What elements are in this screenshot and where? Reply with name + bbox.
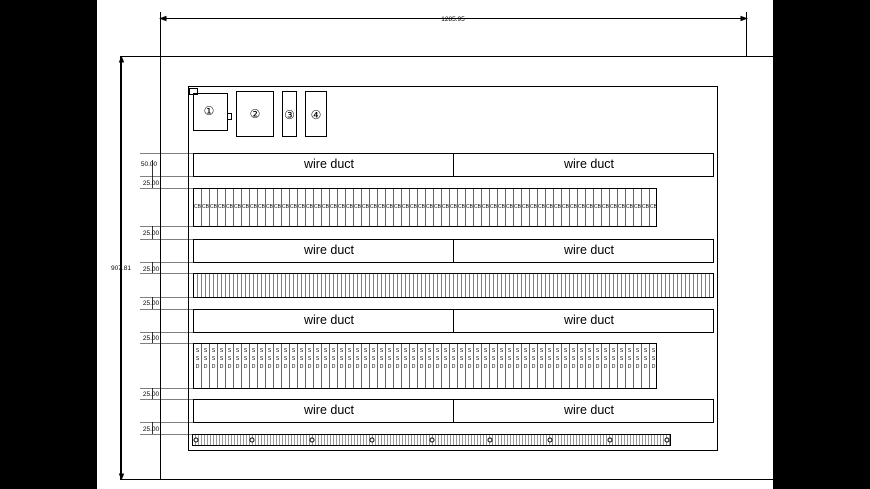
relay-label: D (291, 364, 296, 370)
relay-label: D (587, 364, 592, 370)
relay-label: D (363, 364, 368, 370)
relay-label: D (323, 364, 328, 370)
breaker-label: CB (634, 204, 641, 210)
terminal-screw (370, 438, 374, 442)
relay-label: D (195, 364, 200, 370)
relay-label: S (363, 356, 368, 362)
relay-label: S (539, 348, 544, 354)
relay-label: S (563, 348, 568, 354)
relay-label: D (307, 364, 312, 370)
relay-label: S (523, 356, 528, 362)
relay-label: D (619, 364, 624, 370)
relay-label: S (219, 348, 224, 354)
relay-label: S (203, 356, 208, 362)
breaker-label: CB (402, 204, 409, 210)
wire-duct-2-left-label: wire duct (303, 243, 355, 257)
relay-label: S (459, 348, 464, 354)
wire-duct-4-right-label: wire duct (563, 403, 615, 417)
relay-label: S (259, 356, 264, 362)
relay-label: S (499, 348, 504, 354)
breaker-label: CB (458, 204, 465, 210)
relay-label: S (603, 356, 608, 362)
dim-gap-4-label: 25.00 (142, 300, 160, 307)
relay-label: S (491, 356, 496, 362)
breaker-label: CB (306, 204, 313, 210)
relay-label: S (227, 348, 232, 354)
breaker-label: CB (554, 204, 561, 210)
breaker-label: CB (378, 204, 385, 210)
relay-label: S (531, 348, 536, 354)
relay-label: S (307, 348, 312, 354)
relay-label: S (315, 356, 320, 362)
relay-label: S (635, 348, 640, 354)
dim-gap-2-label: 25.00 (142, 230, 160, 237)
terminal-screw (488, 438, 492, 442)
breaker-label: CB (362, 204, 369, 210)
relay-label: D (635, 364, 640, 370)
relay-label: D (483, 364, 488, 370)
relay-label: S (235, 348, 240, 354)
component-3-label: ③ (284, 108, 295, 122)
relay-label: S (379, 356, 384, 362)
relay-label: S (467, 356, 472, 362)
relay-label: S (579, 356, 584, 362)
relay-label: D (259, 364, 264, 370)
breaker-label: CB (338, 204, 345, 210)
relay-label: S (595, 356, 600, 362)
relay-label: S (451, 348, 456, 354)
terminal-row (194, 274, 714, 298)
relay-label: S (323, 356, 328, 362)
relay-label: D (507, 364, 512, 370)
relay-label: D (347, 364, 352, 370)
relay-label: S (251, 348, 256, 354)
relay-label: D (451, 364, 456, 370)
relay-label: D (571, 364, 576, 370)
relay-label: D (331, 364, 336, 370)
relay-label: D (275, 364, 280, 370)
relay-label: S (267, 356, 272, 362)
relay-label: S (451, 356, 456, 362)
breaker-label: CB (482, 204, 489, 210)
breaker-label: CB (562, 204, 569, 210)
relay-label: S (275, 348, 280, 354)
relay-label: S (427, 356, 432, 362)
relay-label: S (299, 348, 304, 354)
relay-label: D (219, 364, 224, 370)
relay-label: S (579, 348, 584, 354)
component-4-label: ④ (310, 108, 322, 122)
relay-label: D (467, 364, 472, 370)
relay-label: S (211, 348, 216, 354)
relay-label: S (467, 348, 472, 354)
relay-label: S (371, 356, 376, 362)
relay-label: D (403, 364, 408, 370)
wire-duct-4-left-label: wire duct (303, 403, 355, 417)
relay-label: D (627, 364, 632, 370)
breaker-label: CB (346, 204, 353, 210)
breaker-label: CB (298, 204, 305, 210)
relay-label: D (227, 364, 232, 370)
relay-label: S (547, 348, 552, 354)
relay-label: D (387, 364, 392, 370)
relay-label: D (203, 364, 208, 370)
relay-label: S (619, 356, 624, 362)
relay-label: S (347, 356, 352, 362)
breaker-label: CB (202, 204, 209, 210)
relay-label: S (411, 348, 416, 354)
relay-label: D (371, 364, 376, 370)
breaker-label: CB (386, 204, 393, 210)
breaker-label: CB (418, 204, 425, 210)
relay-label: S (323, 348, 328, 354)
breaker-label: CB (250, 204, 257, 210)
relay-label: S (291, 356, 296, 362)
relay-label: S (291, 348, 296, 354)
relay-label: S (403, 348, 408, 354)
relay-label: S (427, 348, 432, 354)
terminal-screw (430, 438, 434, 442)
relay-label: D (235, 364, 240, 370)
relay-row (194, 344, 657, 389)
relay-label: S (507, 356, 512, 362)
relay-label: S (203, 348, 208, 354)
relay-label: S (563, 356, 568, 362)
relay-label: S (499, 356, 504, 362)
relay-label: D (283, 364, 288, 370)
height-dimension-label: 907.81 (111, 265, 131, 272)
breaker-label: CB (354, 204, 361, 210)
breaker-label: CB (586, 204, 593, 210)
relay-label: S (483, 348, 488, 354)
relay-label: S (243, 356, 248, 362)
dim-duct-height-label: 50.00 (140, 161, 158, 168)
wire-duct-3-left-label: wire duct (303, 313, 355, 327)
relay-label: D (299, 364, 304, 370)
relay-label: D (411, 364, 416, 370)
relay-label: D (555, 364, 560, 370)
relay-label: S (531, 356, 536, 362)
relay-label: S (227, 356, 232, 362)
relay-label: D (643, 364, 648, 370)
relay-label: S (571, 356, 576, 362)
relay-label: S (387, 348, 392, 354)
relay-label: S (491, 348, 496, 354)
breaker-label: CB (642, 204, 649, 210)
breaker-label: CB (258, 204, 265, 210)
relay-label: D (435, 364, 440, 370)
relay-label: S (387, 356, 392, 362)
terminal-screw (310, 438, 314, 442)
wire-duct-2-right-label: wire duct (563, 243, 615, 257)
relay-label: S (627, 348, 632, 354)
relay-label: S (419, 356, 424, 362)
relay-label: S (195, 348, 200, 354)
breaker-label: CB (466, 204, 473, 210)
component-2-label: ② (249, 107, 261, 121)
relay-label: S (379, 348, 384, 354)
relay-label: S (635, 356, 640, 362)
relay-label: D (579, 364, 584, 370)
relay-label: S (475, 348, 480, 354)
relay-label: S (339, 356, 344, 362)
relay-label: D (539, 364, 544, 370)
breaker-label: CB (490, 204, 497, 210)
breaker-label: CB (522, 204, 529, 210)
breaker-label: CB (442, 204, 449, 210)
relay-label: S (411, 356, 416, 362)
relay-label: S (475, 356, 480, 362)
relay-label: S (443, 348, 448, 354)
relay-label: D (251, 364, 256, 370)
breaker-label: CB (506, 204, 513, 210)
relay-label: S (299, 356, 304, 362)
breaker-label: CB (314, 204, 321, 210)
relay-label: S (515, 356, 520, 362)
relay-label: S (523, 348, 528, 354)
breaker-label: CB (370, 204, 377, 210)
bottom-terminal-strip (193, 435, 671, 446)
relay-label: S (267, 348, 272, 354)
dim-gap-1-label: 25.00 (142, 180, 160, 187)
relay-label: D (651, 364, 656, 370)
relay-label: S (571, 348, 576, 354)
relay-label: D (211, 364, 216, 370)
breaker-label: CB (394, 204, 401, 210)
relay-label: D (563, 364, 568, 370)
relay-label: S (611, 348, 616, 354)
wire-duct-1-left-label: wire duct (303, 157, 355, 171)
breaker-label: CB (610, 204, 617, 210)
component-1-label: ① (203, 104, 215, 118)
terminal-screw (194, 438, 198, 442)
relay-label: S (483, 356, 488, 362)
relay-label: D (419, 364, 424, 370)
terminal-screw (250, 438, 254, 442)
relay-label: D (547, 364, 552, 370)
relay-label: S (395, 356, 400, 362)
relay-label: S (435, 356, 440, 362)
relay-label: D (531, 364, 536, 370)
relay-label: S (515, 348, 520, 354)
relay-label: S (419, 348, 424, 354)
breaker-row-1 (194, 189, 658, 227)
breaker-label: CB (538, 204, 545, 210)
relay-label: D (243, 364, 248, 370)
breaker-label: CB (578, 204, 585, 210)
terminal-screw (608, 438, 612, 442)
relay-label: S (283, 356, 288, 362)
relay-label: S (371, 348, 376, 354)
relay-label: S (395, 348, 400, 354)
width-dimension-label: 1285.95 (441, 16, 465, 23)
relay-label: S (643, 348, 648, 354)
relay-label: S (243, 348, 248, 354)
relay-label: S (347, 348, 352, 354)
breaker-label: CB (570, 204, 577, 210)
breaker-label: CB (530, 204, 537, 210)
relay-label: S (403, 356, 408, 362)
relay-label: S (507, 348, 512, 354)
dim-gap-6-label: 25.00 (142, 391, 160, 398)
relay-label: D (475, 364, 480, 370)
relay-label: S (459, 356, 464, 362)
relay-label: D (339, 364, 344, 370)
relay-label: S (339, 348, 344, 354)
breaker-label: CB (650, 204, 657, 210)
relay-label: S (595, 348, 600, 354)
wire-duct-1-right-label: wire duct (563, 157, 615, 171)
breaker-label: CB (498, 204, 505, 210)
relay-label: S (259, 348, 264, 354)
relay-label: D (267, 364, 272, 370)
relay-label: S (587, 356, 592, 362)
back-panel (189, 87, 718, 451)
breaker-label: CB (226, 204, 233, 210)
panel-layout-drawing (97, 0, 773, 489)
relay-label: S (555, 348, 560, 354)
relay-label: D (595, 364, 600, 370)
relay-label: S (235, 356, 240, 362)
breaker-label: CB (266, 204, 273, 210)
relay-label: S (547, 356, 552, 362)
breaker-label: CB (282, 204, 289, 210)
relay-label: D (355, 364, 360, 370)
relay-label: D (603, 364, 608, 370)
relay-label: S (331, 356, 336, 362)
relay-label: D (459, 364, 464, 370)
relay-label: D (315, 364, 320, 370)
breaker-label: CB (602, 204, 609, 210)
relay-label: S (331, 348, 336, 354)
dim-gap-5-label: 25.00 (142, 335, 160, 342)
relay-label: S (627, 356, 632, 362)
relay-label: S (619, 348, 624, 354)
breaker-label: CB (450, 204, 457, 210)
breaker-label: CB (618, 204, 625, 210)
relay-label: D (611, 364, 616, 370)
dim-gap-7-label: 25.00 (142, 426, 160, 433)
dim-gap-3-label: 25.00 (142, 266, 160, 273)
breaker-label: CB (546, 204, 553, 210)
relay-label: S (307, 356, 312, 362)
relay-label: S (643, 356, 648, 362)
breaker-label: CB (210, 204, 217, 210)
breaker-label: CB (242, 204, 249, 210)
relay-label: S (355, 356, 360, 362)
breaker-label: CB (474, 204, 481, 210)
relay-label: D (379, 364, 384, 370)
terminal-screw (548, 438, 552, 442)
terminal-screw (665, 438, 669, 442)
relay-label: S (587, 348, 592, 354)
breaker-label: CB (274, 204, 281, 210)
relay-label: D (395, 364, 400, 370)
wire-duct-3-right-label: wire duct (563, 313, 615, 327)
relay-label: S (363, 348, 368, 354)
relay-label: S (651, 348, 656, 354)
breaker-label: CB (218, 204, 225, 210)
relay-label: S (251, 356, 256, 362)
relay-label: S (555, 356, 560, 362)
breaker-label: CB (322, 204, 329, 210)
outer-frame (121, 57, 774, 480)
breaker-label: CB (410, 204, 417, 210)
breaker-label: CB (434, 204, 441, 210)
relay-label: S (651, 356, 656, 362)
relay-label: S (315, 348, 320, 354)
breaker-label: CB (514, 204, 521, 210)
relay-label: S (211, 356, 216, 362)
relay-label: D (515, 364, 520, 370)
breaker-label: CB (234, 204, 241, 210)
breaker-label: CB (330, 204, 337, 210)
relay-label: S (219, 356, 224, 362)
relay-label: S (611, 356, 616, 362)
breaker-label: CB (594, 204, 601, 210)
relay-label: S (275, 356, 280, 362)
relay-label: S (195, 356, 200, 362)
relay-label: S (539, 356, 544, 362)
relay-label: S (443, 356, 448, 362)
relay-label: D (523, 364, 528, 370)
relay-label: D (427, 364, 432, 370)
relay-label: S (435, 348, 440, 354)
drawing-sheet (97, 0, 773, 489)
breaker-label: CB (194, 204, 201, 210)
relay-label: S (355, 348, 360, 354)
relay-label: D (491, 364, 496, 370)
relay-label: D (499, 364, 504, 370)
relay-label: S (603, 348, 608, 354)
relay-label: D (443, 364, 448, 370)
breaker-label: CB (626, 204, 633, 210)
breaker-label: CB (426, 204, 433, 210)
relay-label: S (283, 348, 288, 354)
breaker-label: CB (290, 204, 297, 210)
